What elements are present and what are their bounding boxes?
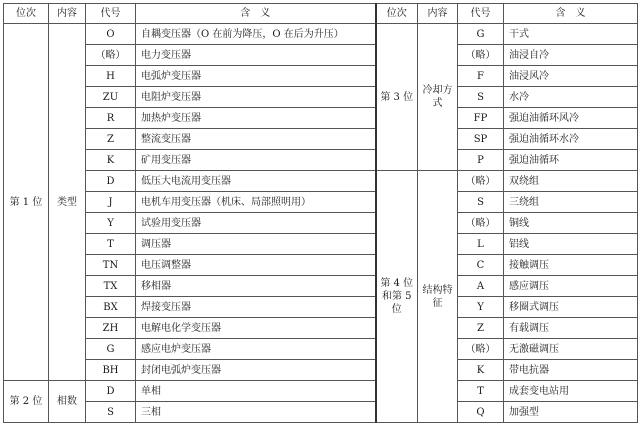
position-cell: 第 2 位	[4, 381, 49, 423]
meaning-cell: 移圈式调压	[504, 297, 638, 318]
meaning-cell: 强迫油循环风冷	[504, 108, 638, 129]
code-cell: SP	[458, 129, 504, 150]
meaning-cell: 移相器	[136, 276, 376, 297]
meaning-cell: 强迫油循环水冷	[504, 129, 638, 150]
table-row	[4, 276, 638, 297]
code-cell: S	[458, 192, 504, 213]
code-cell: ZH	[86, 318, 136, 339]
code-cell: O	[86, 24, 136, 45]
table-row	[4, 66, 638, 87]
meaning-cell: 油浸风冷	[504, 66, 638, 87]
meaning-cell: 电力变压器	[136, 45, 376, 66]
position-cell: 第 3 位	[376, 24, 418, 171]
code-cell: J	[86, 192, 136, 213]
header-content-right: 内容	[418, 4, 458, 24]
code-cell: （略）	[458, 213, 504, 234]
code-cell: S	[458, 87, 504, 108]
code-cell: K	[86, 150, 136, 171]
code-cell: L	[458, 234, 504, 255]
meaning-cell: 整流变压器	[136, 129, 376, 150]
table-row	[4, 129, 638, 150]
meaning-cell: 矿用变压器	[136, 150, 376, 171]
code-cell: T	[86, 234, 136, 255]
meaning-cell: 试验用变压器	[136, 213, 376, 234]
table-body	[4, 4, 638, 423]
meaning-cell: 三绕组	[504, 192, 638, 213]
meaning-cell: 水冷	[504, 87, 638, 108]
code-cell: （略）	[86, 45, 136, 66]
header-position-right: 位次	[376, 4, 418, 24]
transformer-code-table-sheet	[3, 3, 637, 419]
table-row	[4, 402, 638, 423]
meaning-cell: 三相	[136, 402, 376, 423]
table-row	[4, 360, 638, 381]
meaning-cell: 油浸自冷	[504, 45, 638, 66]
meaning-cell: 加热炉变压器	[136, 108, 376, 129]
meaning-cell: 焊接变压器	[136, 297, 376, 318]
meaning-cell: 单相	[136, 381, 376, 402]
meaning-cell: 带电抗器	[504, 360, 638, 381]
code-cell: TX	[86, 276, 136, 297]
meaning-cell: 无激磁调压	[504, 339, 638, 360]
table-row	[4, 108, 638, 129]
table-row	[4, 45, 638, 66]
content-cell: 结构特征	[418, 171, 458, 423]
code-cell: C	[458, 255, 504, 276]
code-cell: R	[86, 108, 136, 129]
meaning-cell: 干式	[504, 24, 638, 45]
code-cell: ZU	[86, 87, 136, 108]
meaning-cell: 电阻炉变压器	[136, 87, 376, 108]
meaning-cell: 接触调压	[504, 255, 638, 276]
meaning-cell: 成套变电站用	[504, 381, 638, 402]
meaning-cell: 电弧炉变压器	[136, 66, 376, 87]
code-cell: F	[458, 66, 504, 87]
transformer-code-table	[3, 3, 638, 423]
content-cell: 相数	[49, 381, 86, 423]
code-cell: （略）	[458, 339, 504, 360]
content-cell: 冷却方式	[418, 24, 458, 171]
table-row	[4, 213, 638, 234]
meaning-cell: 电压调整器	[136, 255, 376, 276]
meaning-cell: 调压器	[136, 234, 376, 255]
header-position-left: 位次	[4, 4, 49, 24]
code-cell: S	[86, 402, 136, 423]
table-row	[4, 255, 638, 276]
meaning-cell: 电解电化学变压器	[136, 318, 376, 339]
meaning-cell: 感应调压	[504, 276, 638, 297]
code-cell: K	[458, 360, 504, 381]
table-row	[4, 297, 638, 318]
meaning-cell: 有载调压	[504, 318, 638, 339]
header-row	[4, 4, 638, 24]
code-cell: Y	[86, 213, 136, 234]
meaning-cell: 电机车用变压器（机床、局部照明用）	[136, 192, 376, 213]
position-cell: 第 1 位	[4, 24, 49, 381]
header-meaning-right: 含 义	[504, 4, 638, 24]
code-cell: BH	[86, 360, 136, 381]
content-cell: 类型	[49, 24, 86, 381]
code-cell: BX	[86, 297, 136, 318]
header-code-left: 代号	[86, 4, 136, 24]
header-meaning-left: 含 义	[136, 4, 376, 24]
code-cell: H	[86, 66, 136, 87]
code-cell: D	[86, 381, 136, 402]
meaning-cell: 自耦变压器（O 在前为降压，O 在后为升压）	[136, 24, 376, 45]
position-cell: 第 4 位和第 5 位	[376, 171, 418, 423]
table-row	[4, 87, 638, 108]
meaning-cell: 双绕组	[504, 171, 638, 192]
table-row	[4, 381, 638, 402]
code-cell: Q	[458, 402, 504, 423]
code-cell: FP	[458, 108, 504, 129]
table-row	[4, 234, 638, 255]
table-row	[4, 339, 638, 360]
code-cell: Y	[458, 297, 504, 318]
table-row	[4, 171, 638, 192]
table-row	[4, 192, 638, 213]
meaning-cell: 低压大电流用变压器	[136, 171, 376, 192]
meaning-cell: 感应电炉变压器	[136, 339, 376, 360]
table-row	[4, 318, 638, 339]
table-row	[4, 24, 638, 45]
meaning-cell: 铜线	[504, 213, 638, 234]
code-cell: T	[458, 381, 504, 402]
code-cell: A	[458, 276, 504, 297]
meaning-cell: 加强型	[504, 402, 638, 423]
meaning-cell: 铝线	[504, 234, 638, 255]
code-cell: （略）	[458, 45, 504, 66]
code-cell: G	[458, 24, 504, 45]
table-row	[4, 150, 638, 171]
code-cell: P	[458, 150, 504, 171]
code-cell: Z	[458, 318, 504, 339]
meaning-cell: 强迫油循环	[504, 150, 638, 171]
code-cell: D	[86, 171, 136, 192]
code-cell: G	[86, 339, 136, 360]
code-cell: （略）	[458, 171, 504, 192]
meaning-cell: 封闭电弧炉变压器	[136, 360, 376, 381]
header-code-right: 代号	[458, 4, 504, 24]
code-cell: Z	[86, 129, 136, 150]
code-cell: TN	[86, 255, 136, 276]
header-content-left: 内容	[49, 4, 86, 24]
